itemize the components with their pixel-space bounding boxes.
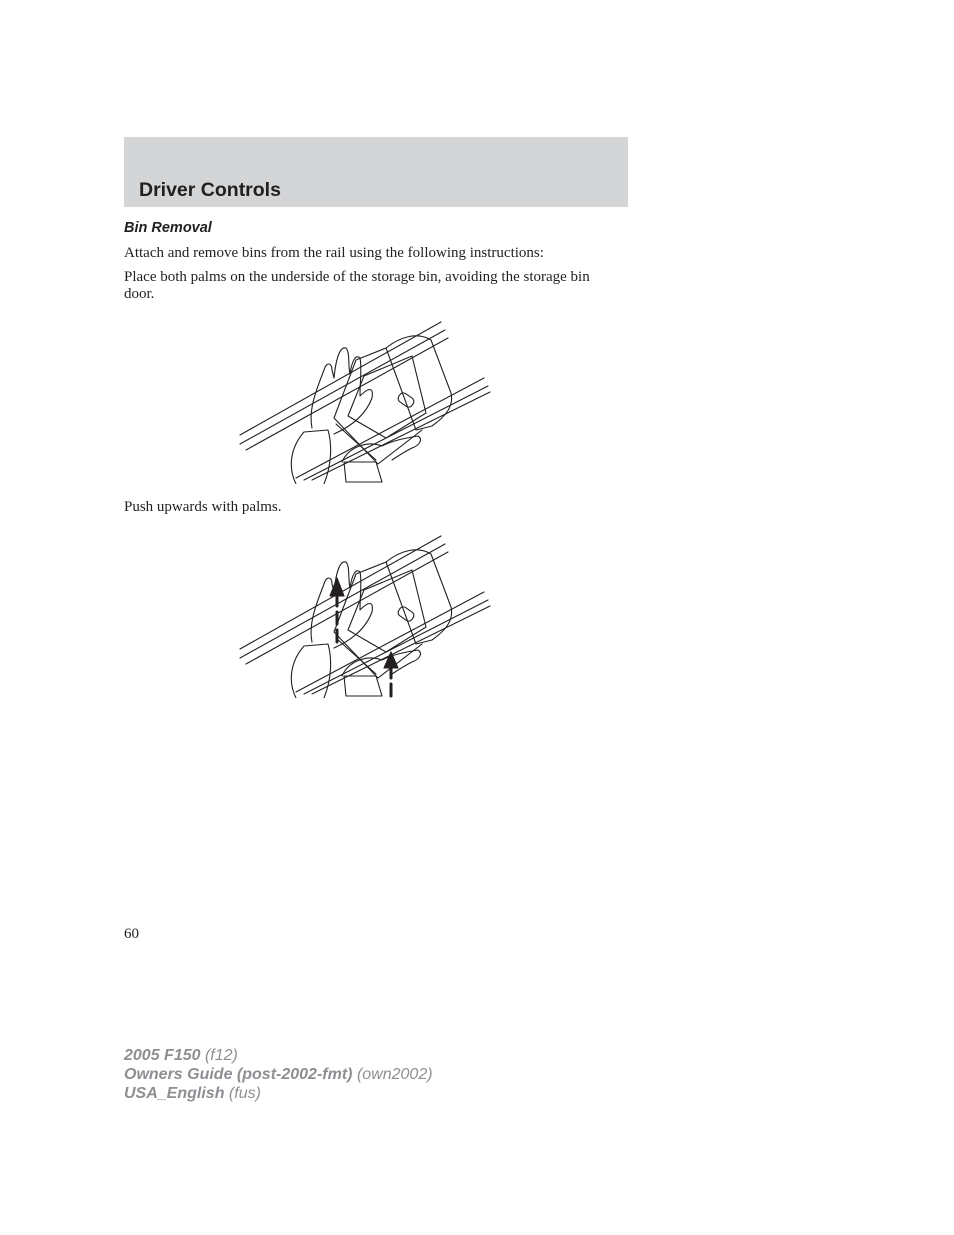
document-footer (124, 1046, 433, 1103)
storage-bin (334, 336, 452, 464)
left-hand (291, 562, 372, 698)
footer-line-bold: USA_English (124, 1085, 225, 1102)
bin-removal-illustration-2 (236, 532, 496, 698)
section-header-bar (124, 137, 628, 207)
bin-removal-illustration-1 (236, 318, 496, 484)
page-number: 60 (124, 926, 139, 942)
subsection-heading: Bin Removal (124, 220, 212, 236)
footer-line (124, 1065, 433, 1084)
instruction-paragraph: Place both palms on the underside of the storage bin, avoiding the storage bin door. (124, 269, 590, 302)
footer-line-code: (f12) (204, 1047, 238, 1064)
instruction-paragraph: Push upwards with palms. (124, 499, 282, 515)
rail (240, 536, 490, 694)
footer-line-code: (own2002) (356, 1066, 433, 1083)
footer-line (124, 1084, 433, 1103)
rail (240, 322, 490, 480)
left-hand (291, 348, 372, 484)
section-title: Driver Controls (139, 179, 281, 201)
footer-line (124, 1046, 433, 1065)
footer-line-bold: Owners Guide (post-2002-fmt) (124, 1066, 353, 1083)
footer-line-bold: 2005 F150 (124, 1047, 201, 1064)
footer-line-code: (fus) (228, 1085, 261, 1102)
instruction-paragraph: Attach and remove bins from the rail using the following instructions: (124, 245, 544, 261)
